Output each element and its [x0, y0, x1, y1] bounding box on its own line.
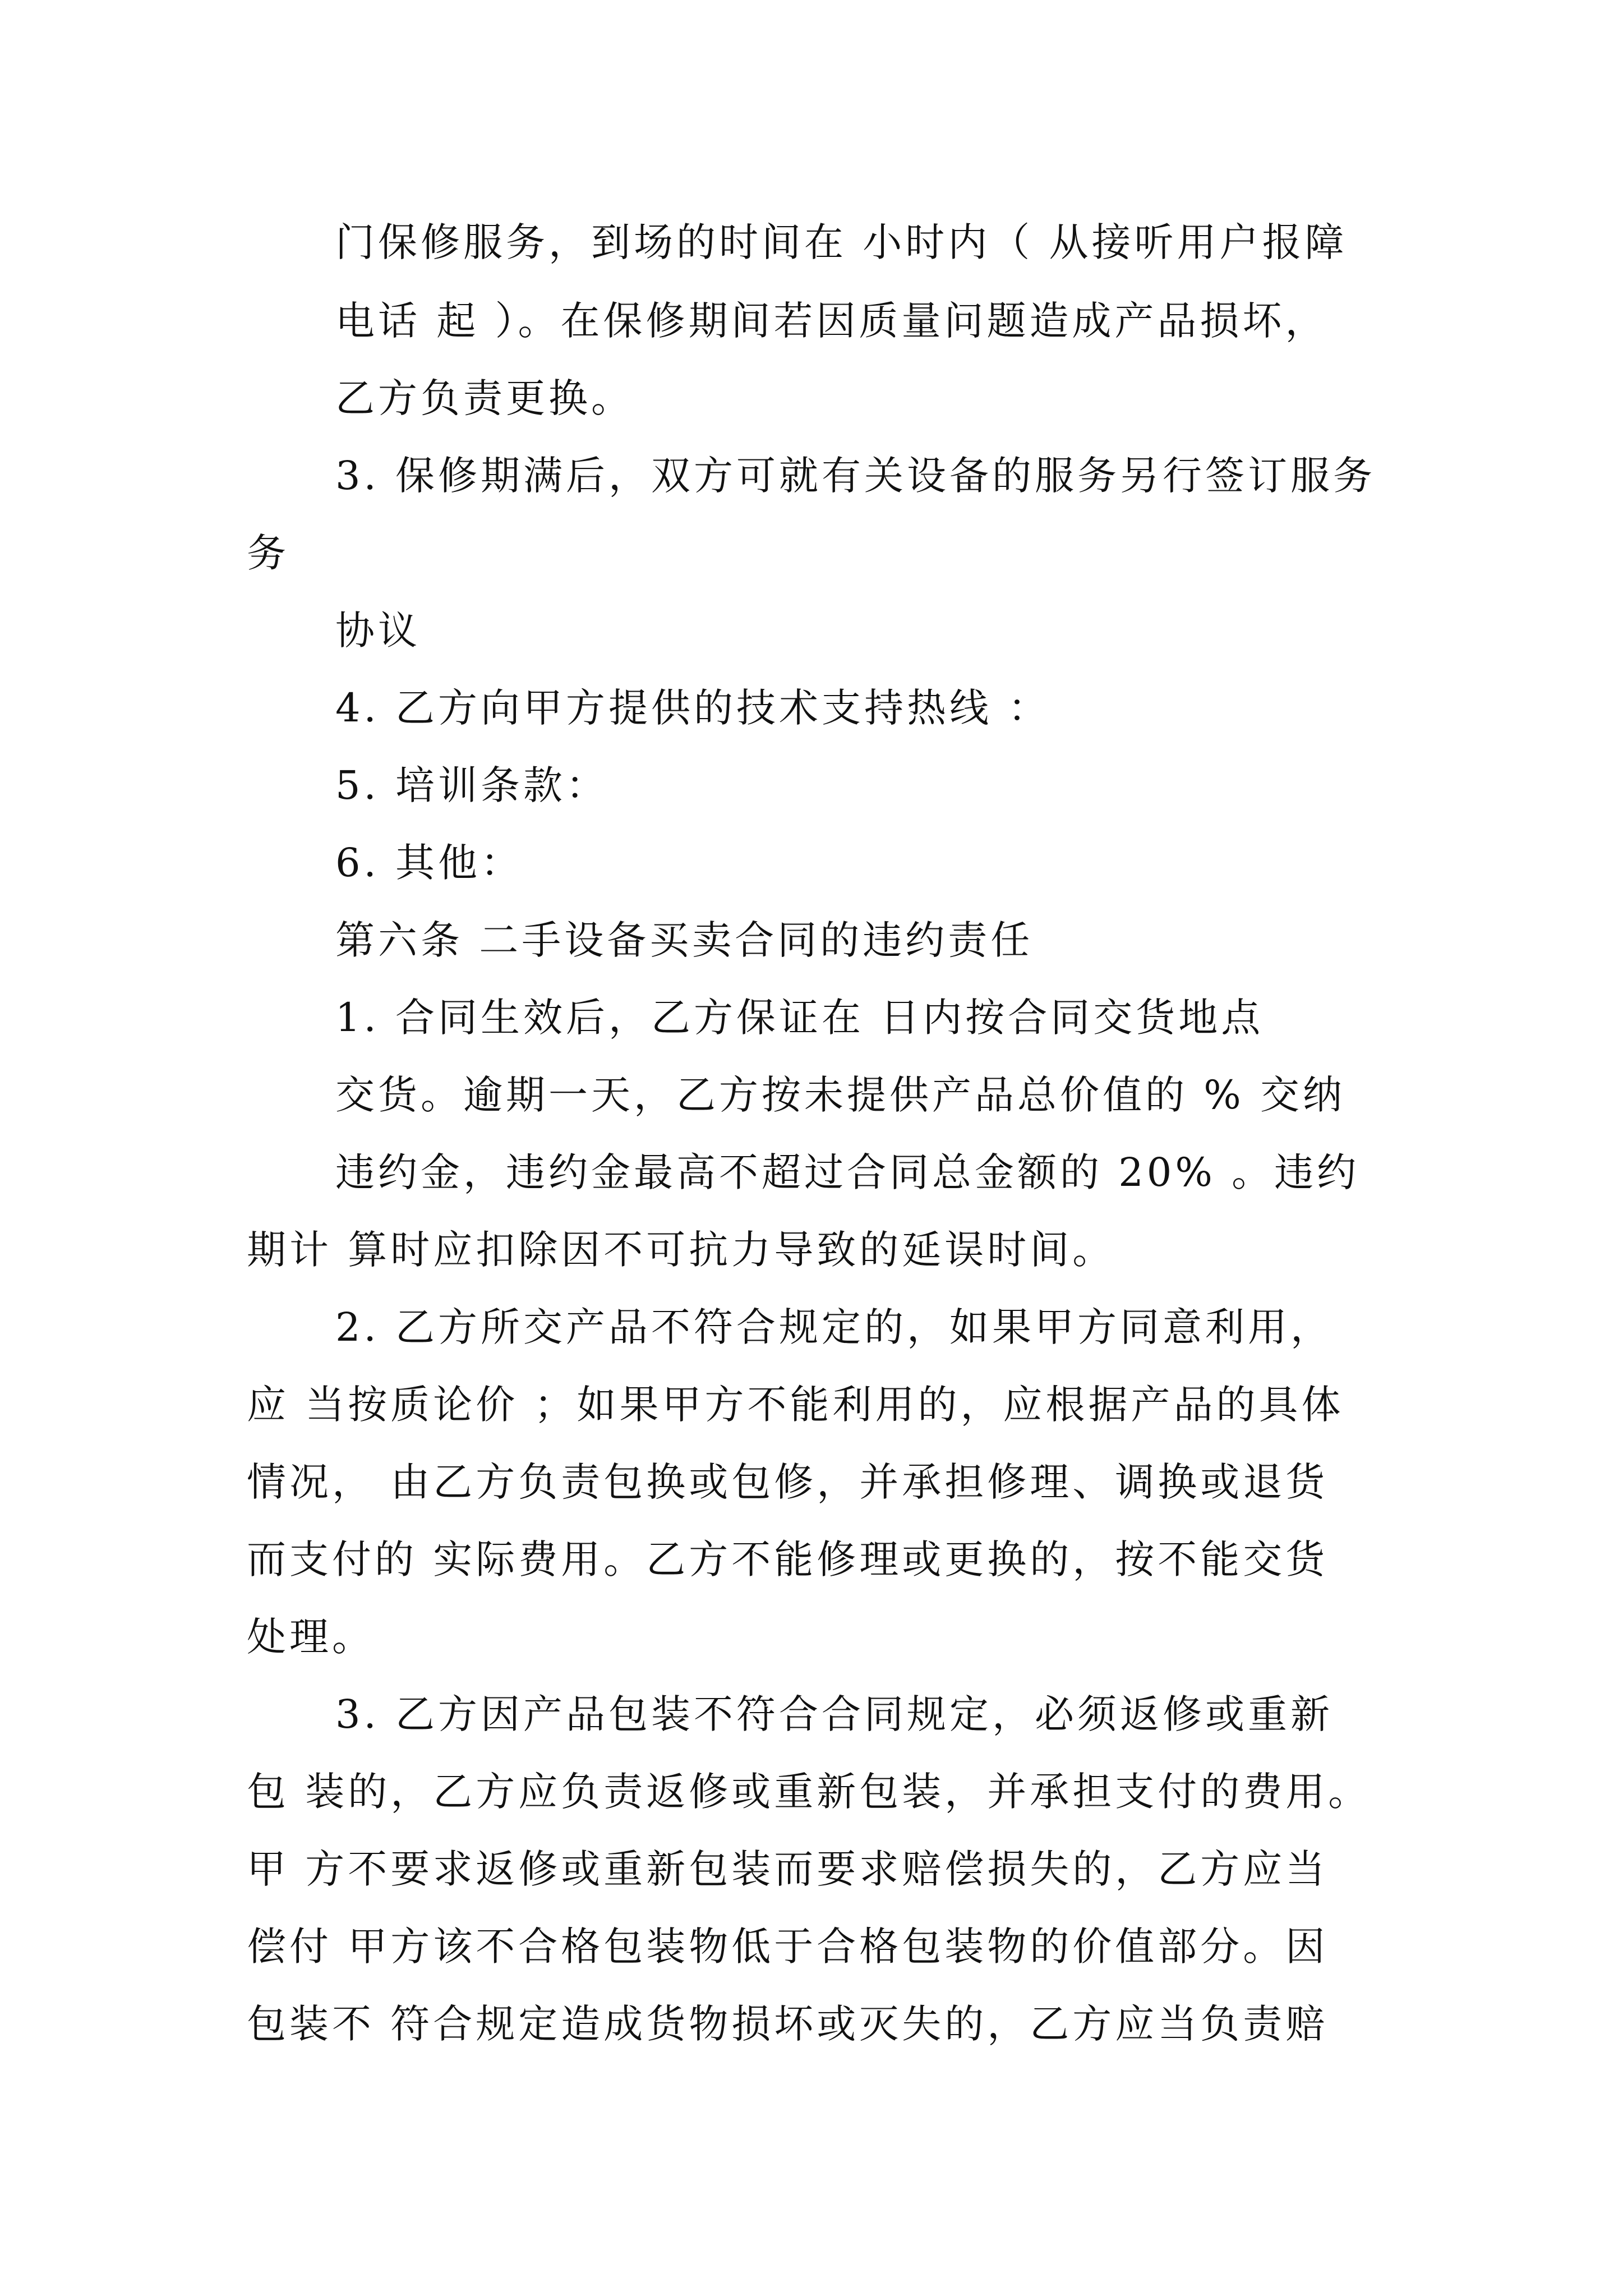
text-line-19: 处理。: [247, 1614, 375, 1660]
text-line-21: 包 装的，乙方应负责返修或重新包装，并承担支付的费用。: [247, 1769, 1371, 1815]
text-line-24: 包装不 符合规定造成货物损坏或灭失的，乙方应当负责赔: [247, 2001, 1329, 2047]
text-line-18: 而支付的 实际费用。乙方不能修理或更换的，按不能交货: [247, 1536, 1329, 1582]
text-line-6: 协议: [335, 608, 421, 654]
text-line-22: 甲 方不要求返修或重新包装而要求赔偿损失的，乙方应当: [247, 1846, 1329, 1892]
text-line-2: 电话 起 ）。在保修期间若因质量问题造成产品损坏，: [335, 298, 1328, 344]
text-line-5: 务: [247, 530, 289, 576]
text-line-4: 3. 保修期满后，双方可就有关设备的服务另行签订服务: [335, 453, 1376, 499]
text-line-15: 2. 乙方所交产品不符合规定的，如果甲方同意利用，: [335, 1304, 1334, 1350]
text-line-13: 违约金，违约金最高不超过合同总金额的 20% 。违约: [335, 1149, 1360, 1195]
text-line-3: 乙方负责更换。: [335, 375, 634, 421]
text-line-7: 4. 乙方向甲方提供的技术支持热线 ：: [335, 685, 1051, 731]
text-line-14: 期计 算时应扣除因不可抗力导致的延误时间。: [247, 1227, 1115, 1273]
text-line-23: 偿付 甲方该不合格包装物低于合格包装物的价值部分。因: [247, 1924, 1329, 1970]
text-line-12: 交货。逾期一天，乙方按未提供产品总价值的 % 交纳: [335, 1072, 1346, 1118]
text-line-8: 5. 培训条款：: [335, 762, 609, 808]
text-line-1: 门保修服务，到场的时间在 小时内（ 从接听用户报障: [335, 219, 1348, 265]
text-line-16: 应 当按质论价 ；如果甲方不能利用的，应根据产品的具体: [247, 1382, 1344, 1428]
text-line-20: 3. 乙方因产品包装不符合合同规定，必须返修或重新: [335, 1691, 1334, 1737]
text-line-17: 情况， 由乙方负责包换或包修，并承担修理、调换或退货: [247, 1459, 1329, 1505]
section-heading: 第六条 二手设备买卖合同的违约责任: [335, 917, 1034, 963]
text-line-9: 6. 其他：: [335, 840, 524, 886]
text-line-11: 1. 合同生效后，乙方保证在 日内按合同交货地点: [335, 995, 1264, 1041]
